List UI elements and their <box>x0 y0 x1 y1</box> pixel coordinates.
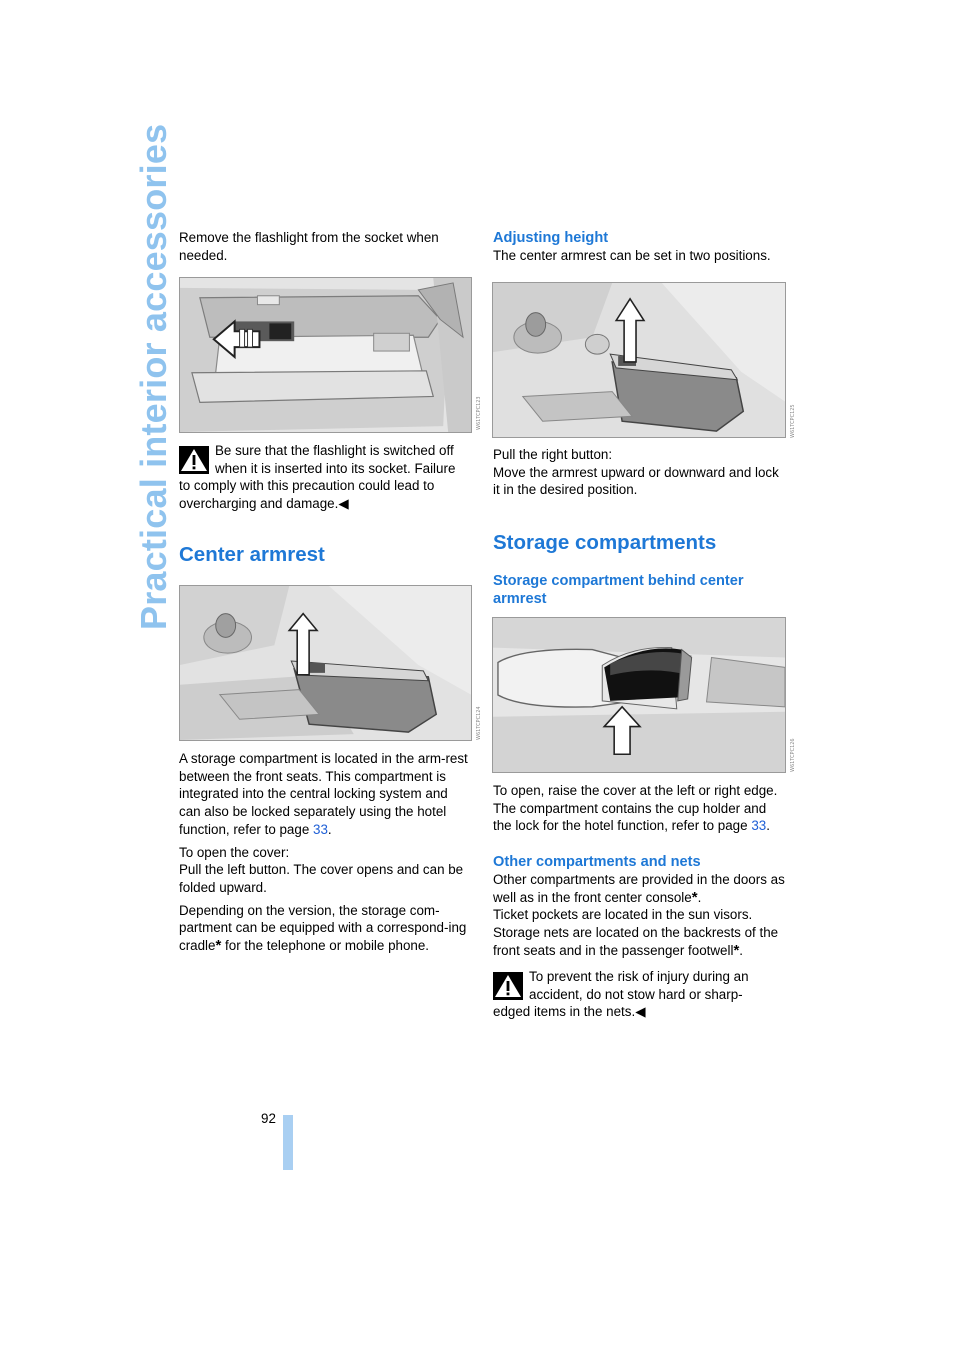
page-link-33[interactable]: 33 <box>751 818 767 834</box>
other-compartments-heading: Other compartments and nets <box>493 854 701 870</box>
warning2-line-1: To prevent the risk of injury during an <box>529 969 749 984</box>
intro-paragraph <box>179 229 471 269</box>
adjusting-height-heading: Adjusting height <box>493 230 609 246</box>
warning-flashlight <box>179 442 471 518</box>
other-text-2: Ticket pockets are located in the sun visors. <box>493 907 753 923</box>
armrest-illustration <box>180 586 471 740</box>
adjusting-text: The center armrest can be set in two positions. <box>493 248 771 263</box>
open-raise-text: To open, raise the cover at the left or right edge. The compartment contains the cup holder and the lock for the hotel function, refer to page <box>493 783 778 834</box>
end-mark-icon: ◀ <box>338 496 349 512</box>
figure-storage-behind-armrest <box>492 617 786 773</box>
pull-right-button-block <box>493 446 785 504</box>
center-armrest-heading: Center armrest <box>179 543 325 566</box>
warning1-line-2: when it is inserted into its socket. Failure <box>215 460 456 476</box>
open-cover-paragraph <box>179 844 471 897</box>
warning2-rest <box>493 1003 785 1021</box>
armrest-paragraph <box>179 750 471 839</box>
behind-armrest-heading: Storage compartment behind center armrest <box>493 573 744 607</box>
warning-triangle-icon <box>179 446 209 474</box>
figure-center-armrest <box>179 585 472 741</box>
warning2-rest-text: edged items in the nets. <box>493 1004 636 1020</box>
pull-right-paragraph <box>493 446 785 499</box>
figure-code: W61TCPC123 <box>476 396 482 430</box>
warning1-rest <box>179 477 471 512</box>
storage-compartments-heading: Storage compartments <box>493 531 717 554</box>
figure-adjusting-height <box>492 282 786 438</box>
section-tab-label: Practical interior accessories <box>133 123 174 630</box>
pull-right-line2: Move the armrest upward or downward and lock it in the desired position. <box>493 464 779 498</box>
figure-code: W61TCPC125 <box>790 404 796 438</box>
version-paragraph <box>179 902 471 955</box>
armrest-description <box>179 750 471 960</box>
pull-right-line1: Pull the right button: <box>493 447 613 462</box>
behind-armrest-heading-block <box>493 572 785 608</box>
warning2-line-2: accident, do not stow hard or sharp- <box>529 986 743 1002</box>
storage-illustration <box>493 618 785 772</box>
armrest-text: A storage compartment is located in the arm-rest between the front seats. This compartment is integrated into the central locking system and can also be locked separately using the hotel function, refer to page <box>179 751 468 837</box>
open-raise-period: . <box>766 818 770 834</box>
storage-heading-block <box>493 531 785 555</box>
page-number: 92 <box>261 1111 276 1126</box>
other-period-3: . <box>739 942 744 958</box>
optional-star-icon: * <box>691 888 698 906</box>
open-cover-line1: To open the cover: <box>179 844 290 860</box>
figure-code: W61TCPC126 <box>790 738 796 772</box>
other-compartments-block <box>493 853 785 965</box>
adjust-illustration <box>493 283 785 437</box>
figure-code: W61TCPC124 <box>476 706 482 740</box>
other-text-1: Other compartments are provided in the doors as well as in the front center console <box>493 872 785 905</box>
optional-star-icon: * <box>733 941 740 959</box>
center-armrest-heading-block <box>179 543 471 567</box>
warning1-rest-text: to comply with this precaution could lead to overcharging and damage. <box>179 478 435 512</box>
optional-star-icon: * <box>215 937 222 955</box>
warning-triangle-icon <box>493 972 523 1000</box>
other-period-1: . <box>697 889 702 905</box>
open-cover-line2: Pull the left button. The cover opens and can be folded upward. <box>179 862 464 895</box>
intro-text: Remove the flashlight from the socket when needed. <box>179 230 439 263</box>
open-raise-block <box>493 782 785 840</box>
section-tab <box>112 123 174 650</box>
warning1-line-1: Be sure that the flashlight is switched off <box>215 443 454 458</box>
page-link-33[interactable]: 33 <box>313 821 328 837</box>
open-raise-paragraph <box>493 782 785 835</box>
other-paragraph <box>493 871 785 960</box>
other-text-3: Storage nets are located on the backrests of the front seats and in the passenger footwell <box>493 925 779 958</box>
adjusting-height-block <box>493 229 785 270</box>
version-text-b: for the telephone or mobile phone. <box>221 938 430 954</box>
warning-nets <box>493 968 785 1026</box>
figure-flashlight-socket <box>179 277 472 433</box>
version-text-a: Depending on the version, the storage com-partment can be equipped with a correspond-ing cradle <box>179 902 467 954</box>
end-mark-icon: ◀ <box>635 1004 646 1020</box>
page-marker-bar <box>283 1115 293 1170</box>
armrest-period: . <box>327 821 332 837</box>
flashlight-illustration <box>180 278 471 432</box>
